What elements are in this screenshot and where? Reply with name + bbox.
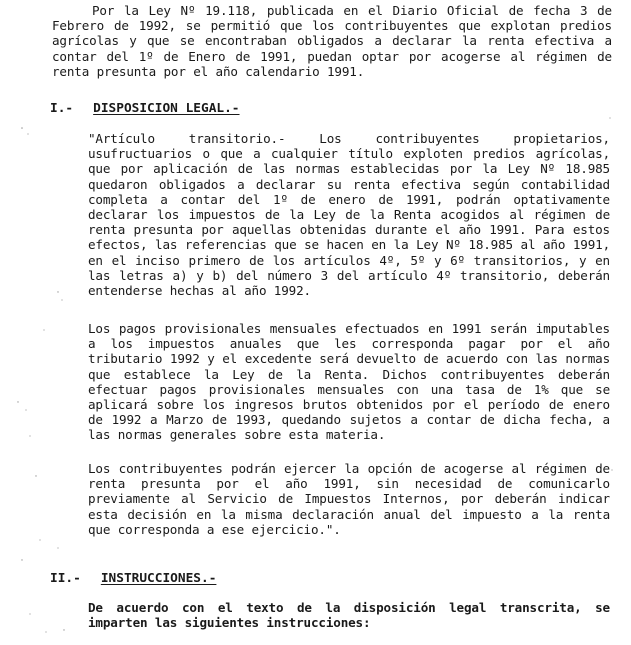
section-heading-legal (50, 101, 240, 116)
section-title: INSTRUCCIONES.- (100, 571, 217, 586)
section-title: DISPOSICION LEGAL.- (93, 101, 240, 116)
section-number: I.- (50, 101, 74, 116)
section-number: II.- (50, 571, 81, 586)
section-heading-instructions (50, 571, 216, 586)
quoted-payments-paragraph: Los pagos provisionales mensuales efectuados en 1991 serán imputables a los impuestos anuales que les corresponda pagar por el año tributario 1992 y el excedente será devuelto de acuerdo con las normas que establece la Ley de la Renta. Dichos contribuyentes deberán efectuar pagos provisionales mensuales con una tasa de 1% que se aplicará sobre los ingresos brutos obtenidos por el período de enero de 1992 a Marzo de 1993, quedando sujetos a contar de dicha fecha, a las normas generales sobre esta materia. (88, 321, 610, 443)
quoted-option-paragraph: Los contribuyentes podrán ejercer la opción de acogerse al régimen de renta presunta por el año 1991, sin necesidad de comunicarlo previamente al Servicio de Impuestos Internos, por deberán indicar esta decisión en la misma declaración anual del impuesto a la renta que corresponda a ese ejercicio.". (88, 461, 610, 537)
intro-paragraph: Por la Ley Nº 19.118, publicada en el Diario Oficial de fecha 3 de Febrero de 1992, se permitió que los contribuyentes que explotan predios agrícolas y que se encontraban obligados a declarar la renta efectiva a contar del 1º de Enero de 1991, puedan optar por acogerse al régimen de renta presunta por el año calendario 1991. (52, 3, 612, 79)
quoted-article-paragraph: "Artículo transitorio.- Los contribuyentes propietarios, usufructuarios o que a cualquier título exploten predios agrícolas, que por aplicación de las normas establecidas por la Ley Nº 18.985 quedaron obligados a declarar su renta efectiva según contabilidad completa a contar del 1º de enero de 1991, podrán optativamente declarar los impuestos de la Ley de la Renta acogidos al régimen de renta presunta por aquellas obtenidas durante el año 1991. Para estos efectos, las referencias que se hacen en la Ley Nº 18.985 al año 1991, en el inciso primero de los artículos 4º, 5º y 6º transitorios, y en las letras a) y b) del número 3 del artículo 4º transitorio, deberán entenderse hechas al año 1992. (88, 131, 610, 299)
instructions-paragraph: De acuerdo con el texto de la disposición legal transcrita, se imparten las siguientes instrucciones: (88, 600, 610, 631)
